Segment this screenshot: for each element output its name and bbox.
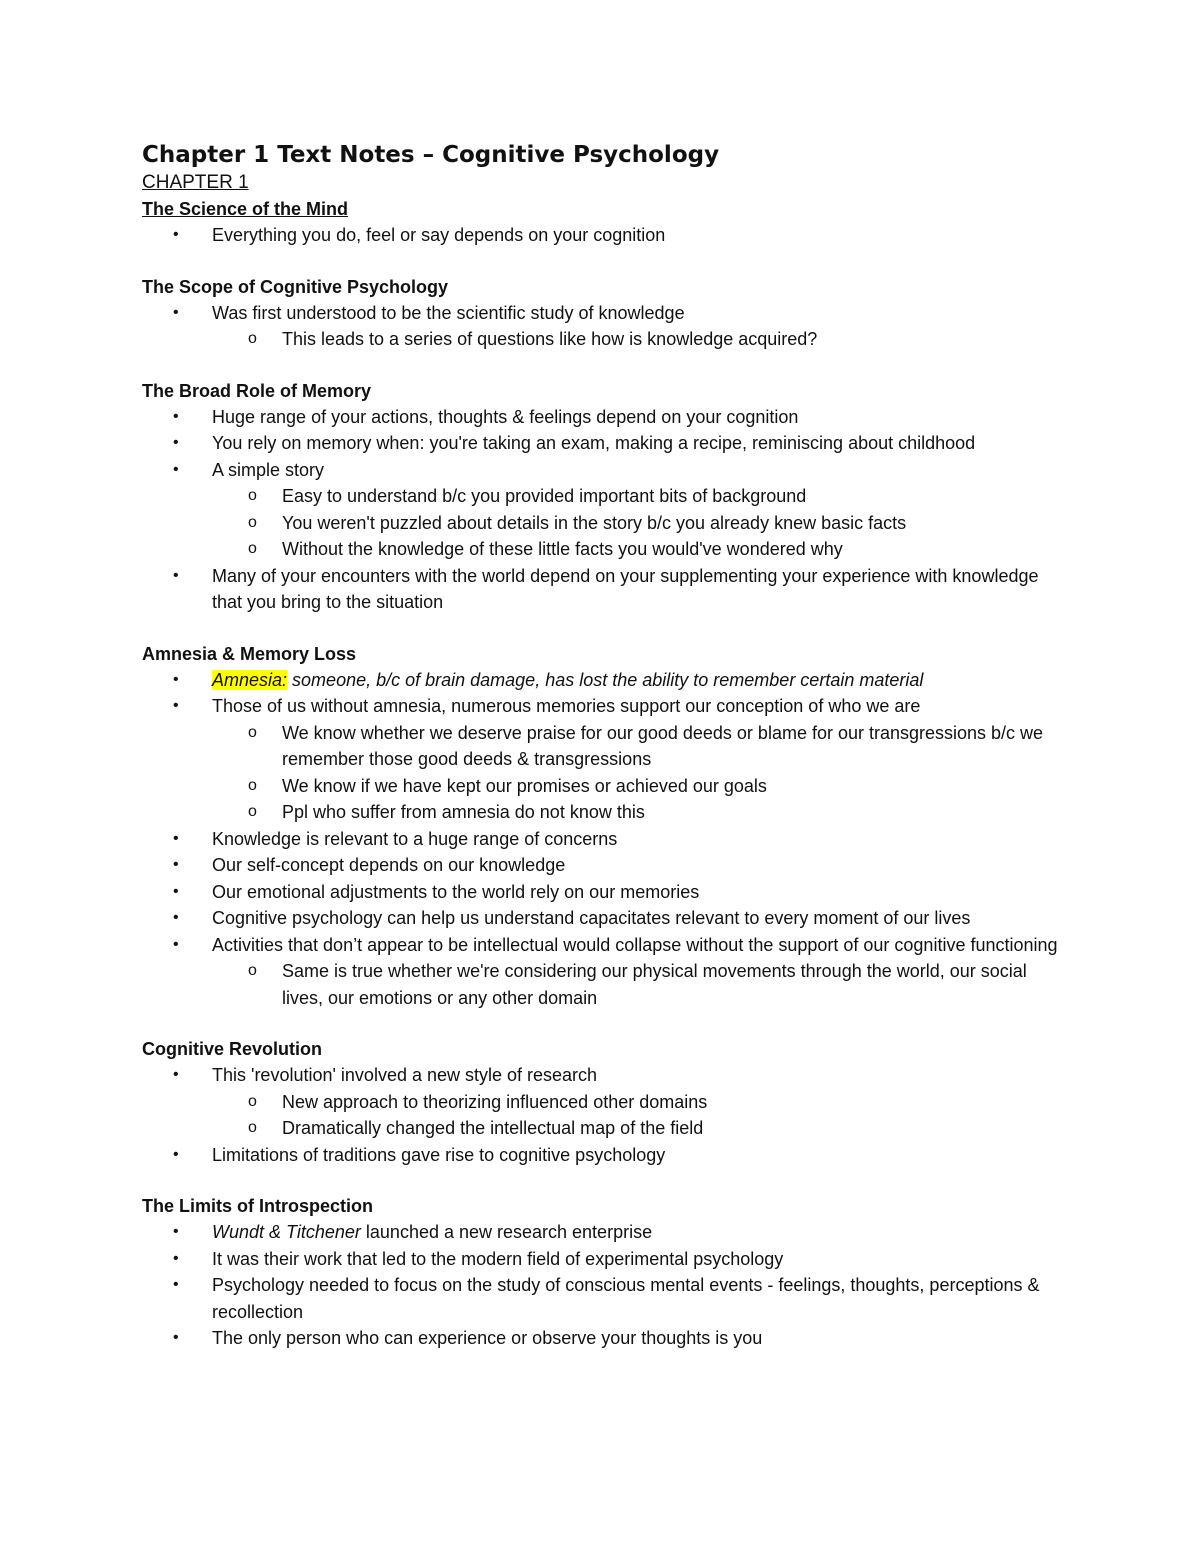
item-text: launched a new research enterprise <box>360 1222 653 1242</box>
sub-item-text: Same is true whether we're considering our physical movements through the world, our social lives, our emotions or any other domain <box>282 961 1027 1008</box>
list-item <box>142 457 1072 563</box>
sub-item-text: Without the knowledge of these little facts you would've wondered why <box>282 539 843 559</box>
circle-bullet-icon: o <box>248 723 257 741</box>
section <box>142 378 1072 616</box>
item-text: Psychology needed to focus on the study of conscious mental events - feelings, thoughts, perceptions & recollection <box>212 1275 1040 1322</box>
bullet-list <box>142 1062 1072 1168</box>
bullet-icon: • <box>173 303 179 321</box>
sub-list-item <box>212 1115 1072 1142</box>
chapter-label: CHAPTER 1 <box>142 172 249 193</box>
section-heading: Amnesia & Memory Loss <box>142 643 357 664</box>
bullet-icon: • <box>173 1066 179 1083</box>
item-text: Those of us without amnesia, numerous memories support our conception of who we are <box>212 696 921 716</box>
sub-item-text: You weren't puzzled about details in the story b/c you already knew basic facts <box>282 512 907 533</box>
list-item <box>142 1142 1072 1169</box>
list-item <box>142 300 1072 353</box>
italic-names: Wundt & Titchener <box>212 1222 361 1242</box>
item-text: This 'revolution' involved a new style of research <box>212 1065 598 1085</box>
section-heading: The Limits of Introspection <box>142 1196 374 1216</box>
bullet-icon: • <box>173 1145 179 1163</box>
section <box>142 641 1072 1012</box>
bullet-icon: • <box>173 829 179 847</box>
section-heading: The Broad Role of Memory <box>142 380 372 401</box>
list-item <box>142 1272 1072 1325</box>
bullet-icon: • <box>173 460 179 478</box>
list-item <box>142 1219 1072 1246</box>
sub-item-text: Ppl who suffer from amnesia do not know this <box>282 802 645 822</box>
item-text: Knowledge is relevant to a huge range of concerns <box>212 828 618 849</box>
bullet-icon: • <box>173 856 179 873</box>
section <box>142 1193 1072 1352</box>
circle-bullet-icon: o <box>248 776 257 794</box>
section <box>142 196 1072 249</box>
bullet-icon: • <box>173 1249 179 1267</box>
bullet-icon: • <box>173 407 179 425</box>
item-text: Many of your encounters with the world depend on your supplementing your experience with knowledge that you bring to the situation <box>212 565 1039 612</box>
list-item <box>142 563 1072 616</box>
bullet-list <box>142 300 1072 353</box>
highlighted-term: Amnesia: <box>212 669 288 690</box>
circle-bullet-icon: o <box>248 1092 257 1110</box>
list-item <box>142 667 1072 694</box>
sub-list-item <box>212 773 1072 800</box>
sub-item-text: We know whether we deserve praise for our good deeds or blame for our transgressions b/c we remember those good deeds & transgressions <box>282 722 1044 769</box>
sub-bullet-list <box>212 1089 1072 1142</box>
list-item <box>142 905 1072 932</box>
item-text: It was their work that led to the modern field of experimental psychology <box>212 1248 784 1269</box>
bullet-icon: • <box>173 1276 179 1293</box>
item-text: You rely on memory when: you're taking an exam, making a recipe, reminiscing about childhood <box>212 433 976 453</box>
bullet-list <box>142 1219 1072 1352</box>
list-item <box>142 693 1072 826</box>
bullet-icon: • <box>173 566 179 584</box>
item-text: Huge range of your actions, thoughts & feelings depend on your cognition <box>212 406 799 427</box>
sub-item-text: Easy to understand b/c you provided important bits of background <box>282 486 807 506</box>
circle-bullet-icon: o <box>248 1119 257 1136</box>
list-item <box>142 932 1072 1012</box>
circle-bullet-icon: o <box>248 330 257 347</box>
list-item <box>142 222 1072 249</box>
section-heading: The Scope of Cognitive Psychology <box>142 276 449 297</box>
sub-list-item <box>212 483 1072 510</box>
bullet-icon: • <box>173 1223 179 1240</box>
sub-bullet-list <box>212 720 1072 826</box>
list-item <box>142 430 1072 457</box>
sections-container <box>142 196 1072 1352</box>
list-item <box>142 852 1072 879</box>
sub-list-item <box>212 326 1072 353</box>
sub-item-text: This leads to a series of questions like how is knowledge acquired? <box>282 329 818 349</box>
bullet-icon: • <box>173 697 179 714</box>
item-text: Our self-concept depends on our knowledge <box>212 855 566 875</box>
document-title: Chapter 1 Text Notes – Cognitive Psychology <box>142 142 720 168</box>
item-text: Our emotional adjustments to the world rely on our memories <box>212 881 700 902</box>
circle-bullet-icon: o <box>248 487 257 504</box>
bullet-icon: • <box>173 882 179 900</box>
list-item <box>142 826 1072 853</box>
list-item <box>142 1062 1072 1142</box>
document-page <box>142 140 1072 1352</box>
bullet-icon: • <box>173 434 179 451</box>
sub-item-text: Dramatically changed the intellectual map of the field <box>282 1118 704 1138</box>
term-definition: someone, b/c of brain damage, has lost the ability to remember certain material <box>287 669 924 690</box>
item-text: Was first understood to be the scientific study of knowledge <box>212 302 685 323</box>
sub-list-item <box>212 720 1072 773</box>
bullet-list <box>142 404 1072 616</box>
sub-list-item <box>212 958 1072 1011</box>
sub-item-text: We know if we have kept our promises or achieved our goals <box>282 775 767 796</box>
sub-item-text: New approach to theorizing influenced other domains <box>282 1091 708 1112</box>
item-text: Everything you do, feel or say depends on your cognition <box>212 225 666 245</box>
sub-list-item <box>212 510 1072 537</box>
sub-bullet-list <box>212 483 1072 563</box>
item-text: A simple story <box>212 459 325 480</box>
bullet-icon: • <box>173 935 179 953</box>
item-text: The only person who can experience or observe your thoughts is you <box>212 1328 763 1348</box>
item-text: Cognitive psychology can help us understand capacitates relevant to every moment of our lives <box>212 908 971 928</box>
circle-bullet-icon: o <box>248 513 257 531</box>
list-item <box>142 404 1072 431</box>
list-item <box>142 1246 1072 1273</box>
list-item <box>142 879 1072 906</box>
bullet-icon: • <box>173 226 179 243</box>
sub-list-item <box>212 799 1072 826</box>
section <box>142 1036 1072 1168</box>
circle-bullet-icon: o <box>248 803 257 820</box>
bullet-icon: • <box>173 909 179 926</box>
sub-bullet-list <box>212 326 1072 353</box>
bullet-icon: • <box>173 670 179 688</box>
section-heading: The Science of the Mind <box>142 199 349 219</box>
bullet-list <box>142 667 1072 1012</box>
sub-bullet-list <box>212 958 1072 1011</box>
list-item <box>142 1325 1072 1352</box>
circle-bullet-icon: o <box>248 962 257 979</box>
sub-list-item <box>212 536 1072 563</box>
item-text: Limitations of traditions gave rise to cognitive psychology <box>212 1144 666 1165</box>
section <box>142 274 1072 353</box>
sub-list-item <box>212 1089 1072 1116</box>
circle-bullet-icon: o <box>248 540 257 557</box>
section-heading: Cognitive Revolution <box>142 1039 322 1059</box>
bullet-icon: • <box>173 1329 179 1346</box>
item-text: Activities that don’t appear to be intellectual would collapse without the support of our cognitive functioning <box>212 934 1058 955</box>
bullet-list <box>142 222 1072 249</box>
